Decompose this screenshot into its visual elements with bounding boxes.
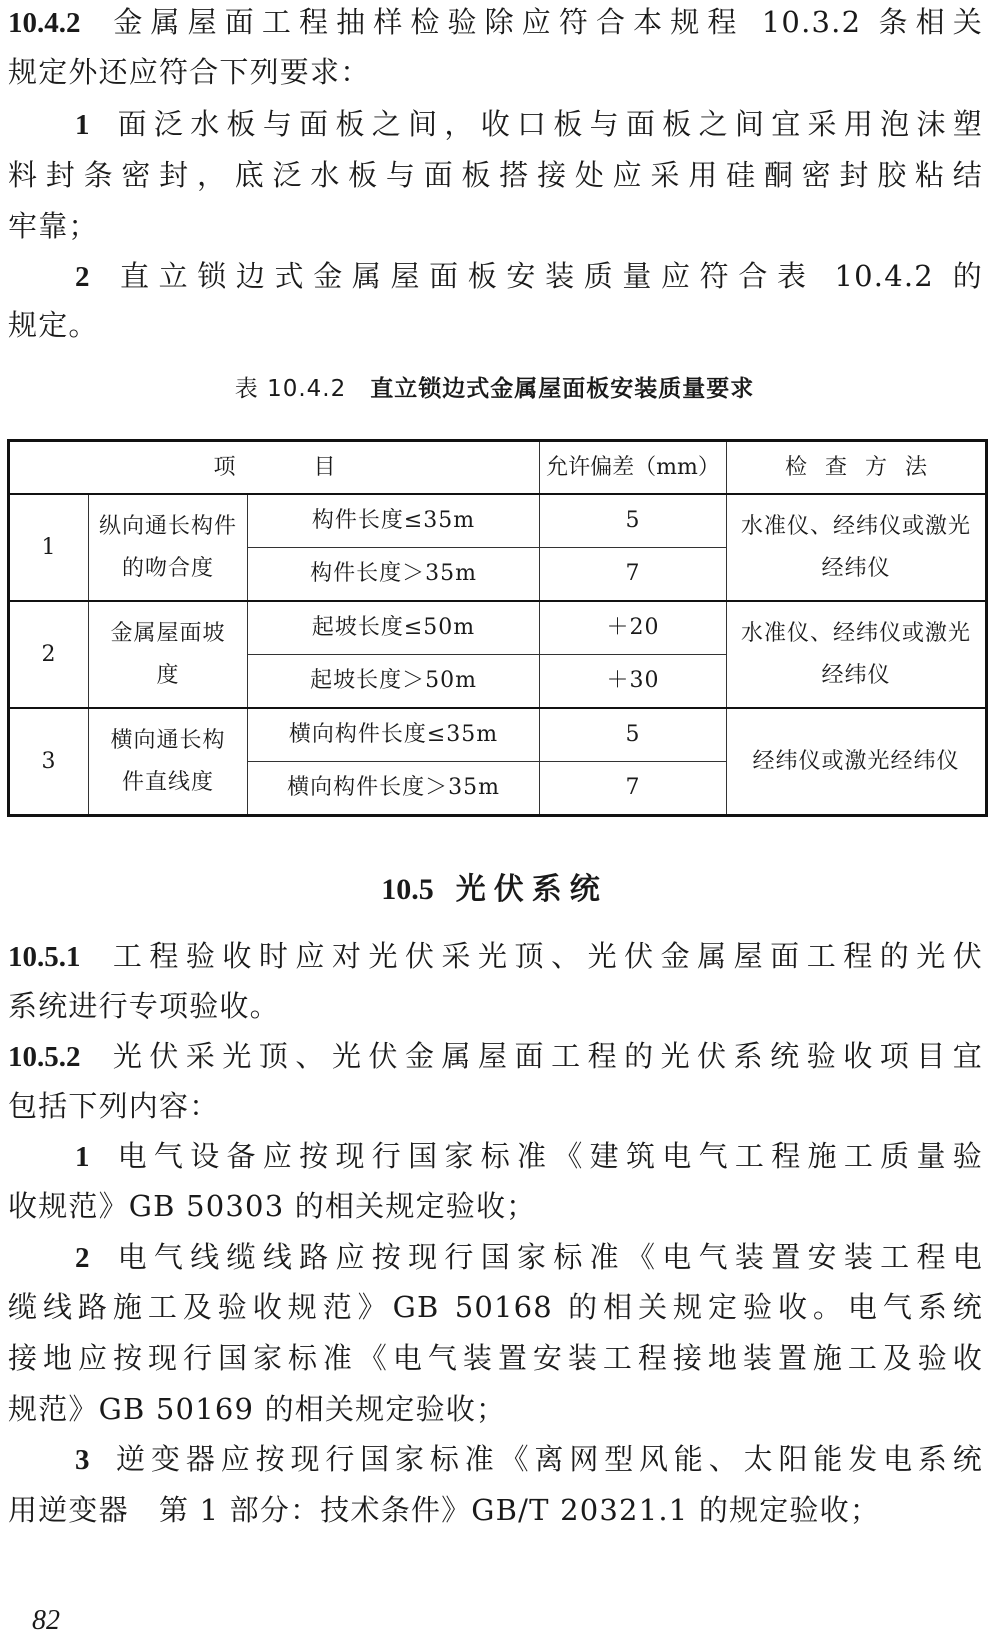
method-text: 水准仪、经纬仪或激光经纬仪 bbox=[741, 513, 972, 581]
item-2-line-1 bbox=[75, 256, 983, 296]
clause-number: 10.5.1 bbox=[8, 941, 81, 973]
item-2-line-2: 规定。 bbox=[8, 308, 99, 342]
group-number: 2 bbox=[9, 601, 89, 708]
table-caption-title: 直立锁边式金属屋面板安装质量要求 bbox=[370, 376, 755, 402]
table-caption-number: 表 10.4.2 bbox=[234, 376, 347, 402]
header-item bbox=[9, 441, 540, 495]
item-text: 电气线缆线路应按现行国家标准《电气装置安装工程电 bbox=[111, 1240, 983, 1274]
header-method-label: 检查方法 bbox=[785, 454, 946, 480]
table-row bbox=[9, 601, 987, 655]
item-number: 1 bbox=[75, 1141, 90, 1173]
table-header-row bbox=[9, 441, 987, 495]
group-number: 1 bbox=[9, 494, 89, 601]
clause-text: 金属屋面工程抽样检验除应符合本规程 10.3.2 条相关 bbox=[106, 5, 983, 39]
item-number: 1 bbox=[75, 109, 90, 141]
condition-cell: 横向构件长度＞35m bbox=[248, 762, 540, 816]
item-2-line-3: 接地应按现行国家标准《电气装置安装工程接地装置施工及验收 bbox=[8, 1341, 983, 1375]
clause-10-5-2-line-1 bbox=[8, 1036, 983, 1076]
item-number: 3 bbox=[75, 1444, 90, 1476]
clause-10-5-1-line-2: 系统进行专项验收。 bbox=[8, 989, 280, 1023]
header-method bbox=[727, 441, 987, 495]
group-name-text: 纵向通长构件的吻合度 bbox=[99, 513, 238, 581]
tolerance-cell: 5 bbox=[540, 494, 727, 548]
item-number: 2 bbox=[75, 261, 90, 293]
clause-number: 10.5.2 bbox=[8, 1041, 81, 1073]
header-item-label: 项 目 bbox=[213, 454, 364, 480]
table-row bbox=[9, 494, 987, 548]
item-text: 电气设备应按现行国家标准《建筑电气工程施工质量验 bbox=[111, 1139, 983, 1173]
item-text: 逆变器应按现行国家标准《离网型风能、太阳能发电系统 bbox=[111, 1442, 983, 1476]
method-cell bbox=[727, 601, 987, 708]
table-caption bbox=[0, 370, 989, 403]
table-row bbox=[9, 708, 987, 762]
item-text: 面泛水板与面板之间，收口板与面板之间宜采用泡沫塑 bbox=[111, 107, 983, 141]
tolerance-cell: ＋20 bbox=[540, 601, 727, 655]
condition-cell: 横向构件长度≤35m bbox=[248, 708, 540, 762]
item-2-line-1 bbox=[75, 1237, 983, 1277]
tolerance-cell: 5 bbox=[540, 708, 727, 762]
clause-10-5-2-line-2: 包括下列内容： bbox=[8, 1089, 220, 1123]
condition-cell: 构件长度＞35m bbox=[248, 548, 540, 602]
method-cell: 经纬仪或激光经纬仪 bbox=[727, 708, 987, 816]
group-number: 3 bbox=[9, 708, 89, 816]
condition-cell: 起坡长度＞50m bbox=[248, 655, 540, 709]
item-1-line-1 bbox=[75, 1136, 983, 1176]
page-number: 82 bbox=[32, 1605, 60, 1636]
item-1-line-2: 收规范》GB 50303 的相关规定验收； bbox=[8, 1189, 537, 1223]
item-1-line-2: 料封条密封，底泛水板与面板搭接处应采用硅酮密封胶粘结 bbox=[8, 158, 983, 192]
method-text: 水准仪、经纬仪或激光经纬仪 bbox=[741, 620, 972, 688]
group-name-text: 金属屋面坡度 bbox=[110, 620, 226, 688]
method-cell bbox=[727, 494, 987, 601]
item-1-line-1 bbox=[75, 104, 983, 144]
section-number: 10.5 bbox=[381, 873, 434, 906]
item-2-line-2: 缆线路施工及验收规范》GB 50168 的相关规定验收。电气系统 bbox=[8, 1290, 983, 1324]
item-text: 直立锁边式金属屋面板安装质量应符合表 10.4.2 的 bbox=[111, 259, 983, 293]
condition-cell: 构件长度≤35m bbox=[248, 494, 540, 548]
spec-table bbox=[7, 439, 988, 817]
group-name-text: 横向通长构件直线度 bbox=[110, 727, 226, 795]
clause-10-4-2-line-2: 规定外还应符合下列要求： bbox=[8, 55, 371, 89]
item-2-line-4: 规范》GB 50169 的相关规定验收； bbox=[8, 1392, 507, 1426]
item-1-line-3: 牢靠； bbox=[8, 209, 99, 243]
section-title-text: 光伏系统 bbox=[455, 872, 608, 907]
section-heading bbox=[0, 864, 989, 908]
clause-text: 工程验收时应对光伏采光顶、光伏金属屋面工程的光伏 bbox=[106, 939, 983, 973]
item-number: 2 bbox=[75, 1242, 90, 1274]
clause-number: 10.4.2 bbox=[8, 7, 81, 39]
tolerance-cell: ＋30 bbox=[540, 655, 727, 709]
item-3-line-2: 用逆变器 第 1 部分：技术条件》GB/T 20321.1 的规定验收； bbox=[8, 1493, 881, 1527]
clause-10-4-2-line-1 bbox=[8, 2, 983, 42]
clause-text: 光伏采光顶、光伏金属屋面工程的光伏系统验收项目宜 bbox=[106, 1039, 983, 1073]
tolerance-cell: 7 bbox=[540, 762, 727, 816]
group-name bbox=[89, 708, 248, 816]
group-name bbox=[89, 494, 248, 601]
clause-10-5-1-line-1 bbox=[8, 936, 983, 976]
group-name bbox=[89, 601, 248, 708]
condition-cell: 起坡长度≤50m bbox=[248, 601, 540, 655]
header-tolerance: 允许偏差（mm） bbox=[540, 441, 727, 495]
tolerance-cell: 7 bbox=[540, 548, 727, 602]
item-3-line-1 bbox=[75, 1439, 983, 1479]
